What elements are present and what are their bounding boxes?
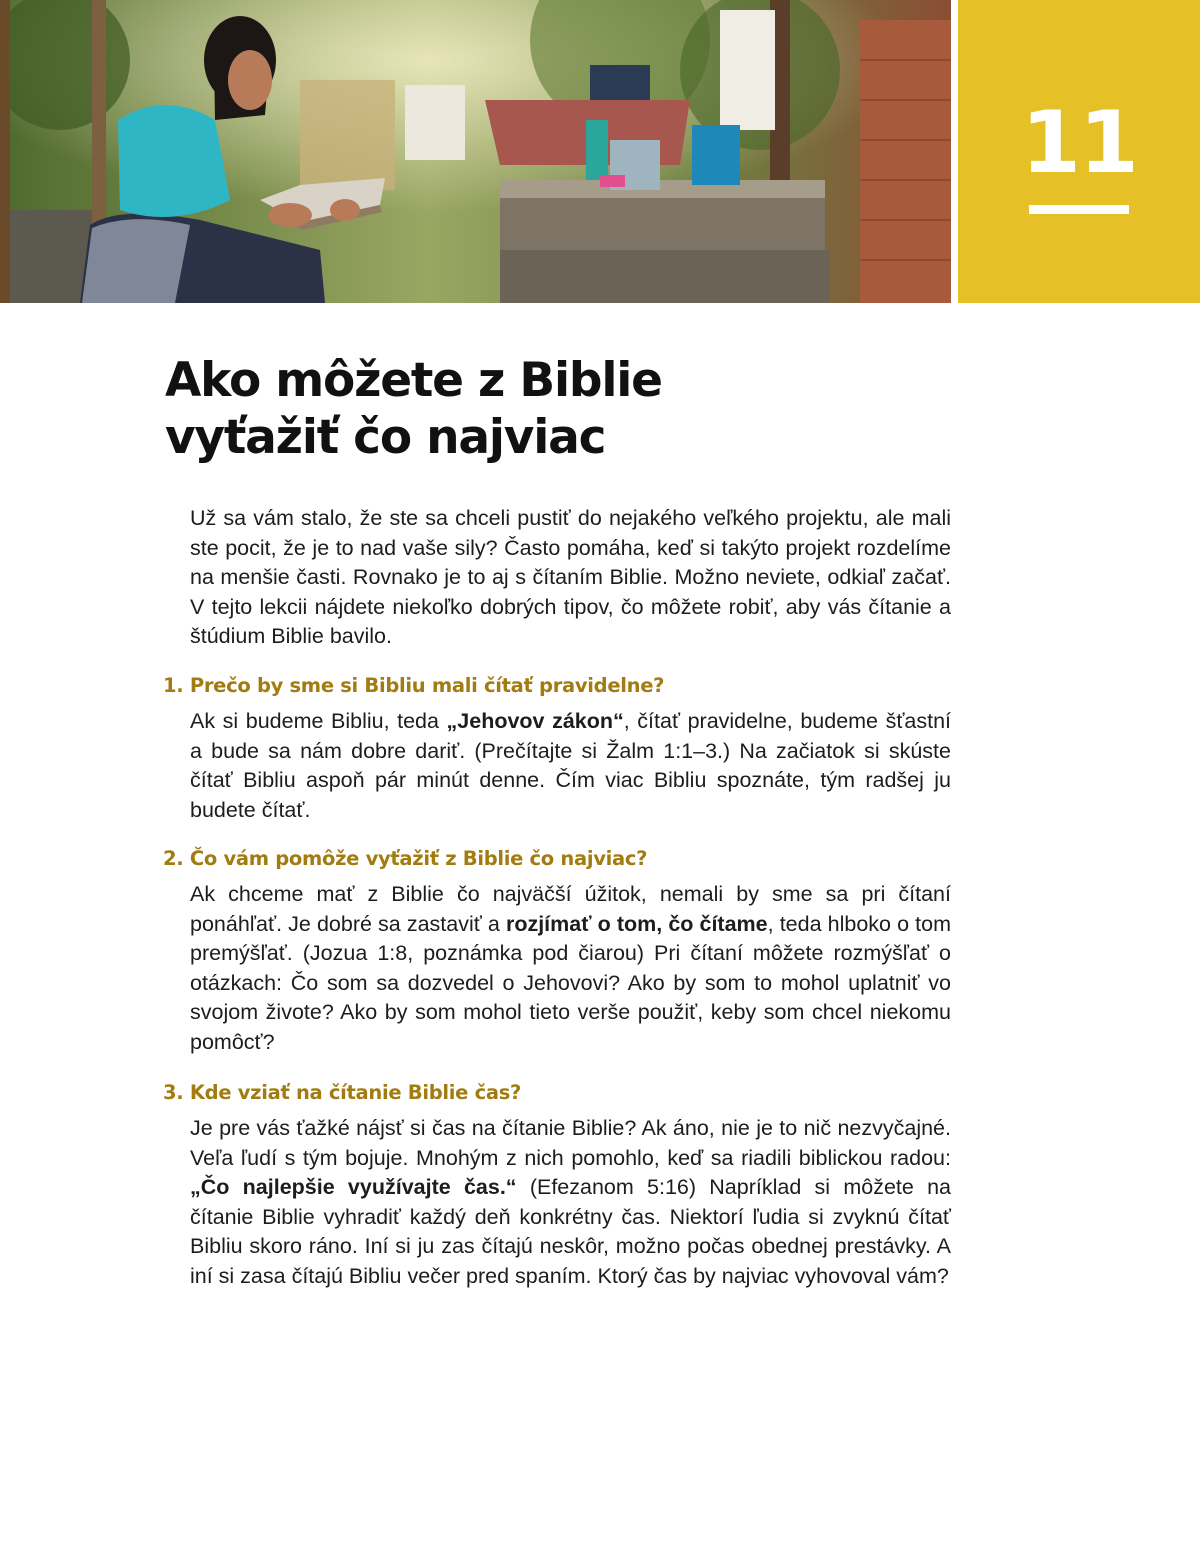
section-body-1-text-a: Ak si budeme Bibliu, teda	[190, 709, 447, 733]
hero-photo	[0, 0, 951, 303]
question-heading-2: 2. Čo vám pomôže vyťažiť z Biblie čo najviac?	[163, 847, 648, 870]
section-body-1-emphasis: „Jehovov zákon“	[446, 709, 624, 733]
chapter-badge	[958, 0, 1200, 303]
page-title	[165, 352, 662, 466]
section-body-3	[190, 1114, 951, 1291]
section-body-2-text-a: Ak chceme mať z Biblie čo najväčší úžitok, nemali by sme sa pri čítaní ponáhľať. Je dobré sa zastaviť a	[190, 882, 951, 936]
question-heading-1: 1. Prečo by sme si Bibliu mali čítať pravidelne?	[163, 674, 665, 697]
question-heading-3: 3. Kde vziať na čítanie Biblie čas?	[163, 1081, 522, 1104]
intro-paragraph: Už sa vám stalo, že ste sa chceli pustiť do nejakého veľkého projektu, ale mali ste pocit, že je to nad vaše sily? Často pomáha, keď si takýto projekt rozdelíme na menšie časti. Rovnako je to aj s čítaním Biblie. Možno neviete, odkiaľ začať. V tejto lekcii nájdete niekoľko dobrých tipov, čo môžete robiť, aby vás čítanie a štúdium Biblie bavilo.	[190, 506, 951, 648]
section-body-2	[190, 880, 951, 1057]
section-body-3-text-a: Je pre vás ťažké nájsť si čas na čítanie Biblie? Ak áno, nie je to nič nezvyčajné. Veľa ľudí s tým bojuje. Mnohým z nich pomohlo, keď sa riadili biblickou radou:	[190, 1116, 951, 1170]
section-body-3-emphasis: „Čo najlepšie využívajte čas.“	[190, 1175, 517, 1199]
chapter-underline	[1029, 205, 1129, 214]
page-title-line-2: vyťažiť čo najviac	[165, 410, 606, 465]
hero-photo-illustration	[0, 0, 951, 303]
section-body-2-emphasis: rozjímať o tom, čo čítame	[505, 911, 768, 936]
page-title-line-1: Ako môžete z Biblie	[165, 353, 662, 408]
section-body-2-text-b: , teda hlboko o tom premýšľať. (Jozua 1:8, poznámka pod čiarou) Pri čítaní môžete rozmýšľať o otázkach: Čo som sa dozvedel o Jehovovi? Ako by som to mohol uplatniť vo svojom živote? Ako by som mohol tieto verše použiť, keby som chcel niekomu pomôcť?	[190, 911, 951, 1054]
chapter-number: 11	[1021, 93, 1137, 193]
section-body-3-text-b: (Efezanom 5:16) Napríklad si môžete na čítanie Biblie vyhradiť každý deň konkrétny čas. Niektorí ľudia si zvyknú čítať Bibliu skoro ráno. Iní si ju zas čítajú neskôr, možno počas obednej prestávky. A iní si zasa čítajú Bibliu večer pred spaním. Ktorý čas by najviac vyhovoval vám?	[190, 1175, 951, 1288]
section-body-1-text-b: , čítať pravidelne, budeme šťastní a bude sa nám dobre dariť. (Prečítajte si Žalm 1:1–3.) Na začiatok si skúste čítať Bibliu aspoň pár minút denne. Čím viac Bibliu spoznáte, tým radšej ju budete čítať.	[190, 709, 951, 822]
section-body-1	[190, 707, 951, 825]
